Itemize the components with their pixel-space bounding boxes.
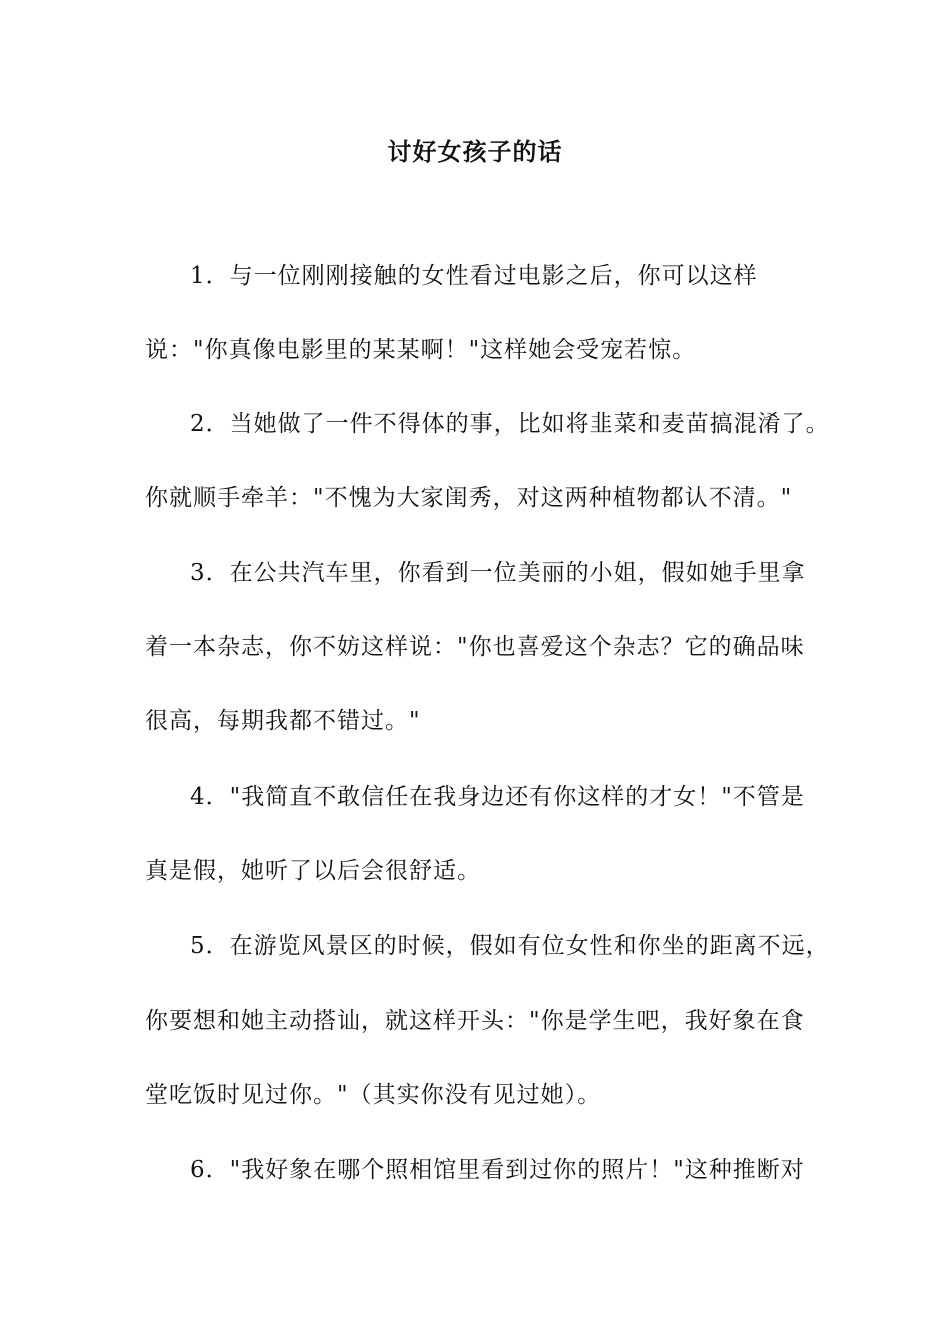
paragraph-5-line-1: 5．在游览风景区的时候，假如有位女性和你坐的距离不远， <box>190 933 830 959</box>
paragraph-5-line-3: 堂吃饭时见过你。"（其实你没有见过她）。 <box>145 1082 602 1108</box>
paragraph-4-line-1: 4．"我简直不敢信任在我身边还有你这样的才女！"不管是 <box>190 784 805 810</box>
paragraph-6-line-1: 6．"我好象在哪个照相馆里看到过你的照片！"这种推断对 <box>190 1157 805 1183</box>
document-title: 讨好女孩子的话 <box>387 137 563 166</box>
paragraph-5-line-2: 你要想和她主动搭讪，就这样开头："你是学生吧，我好象在食 <box>145 1008 805 1034</box>
paragraph-4-line-2: 真是假，她听了以后会很舒适。 <box>145 858 481 884</box>
paragraph-3-line-1: 3．在公共汽车里，你看到一位美丽的小姐，假如她手里拿 <box>190 560 806 586</box>
paragraph-3-line-2: 着一本杂志，你不妨这样说："你也喜爱这个杂志？它的确品味 <box>145 634 805 660</box>
paragraph-3-line-3: 很高，每期我都不错过。" <box>145 708 421 734</box>
paragraph-1-line-2: 说："你真像电影里的某某啊！"这样她会受宠若惊。 <box>145 337 697 363</box>
paragraph-2-line-1: 2．当她做了一件不得体的事，比如将韭菜和麦苗搞混淆了。 <box>190 411 830 437</box>
paragraph-1-line-1: 1．与一位刚刚接触的女性看过电影之后，你可以这样 <box>190 263 758 289</box>
paragraph-2-line-2: 你就顺手牵羊："不愧为大家闺秀，对这两种植物都认不清。" <box>145 485 793 511</box>
